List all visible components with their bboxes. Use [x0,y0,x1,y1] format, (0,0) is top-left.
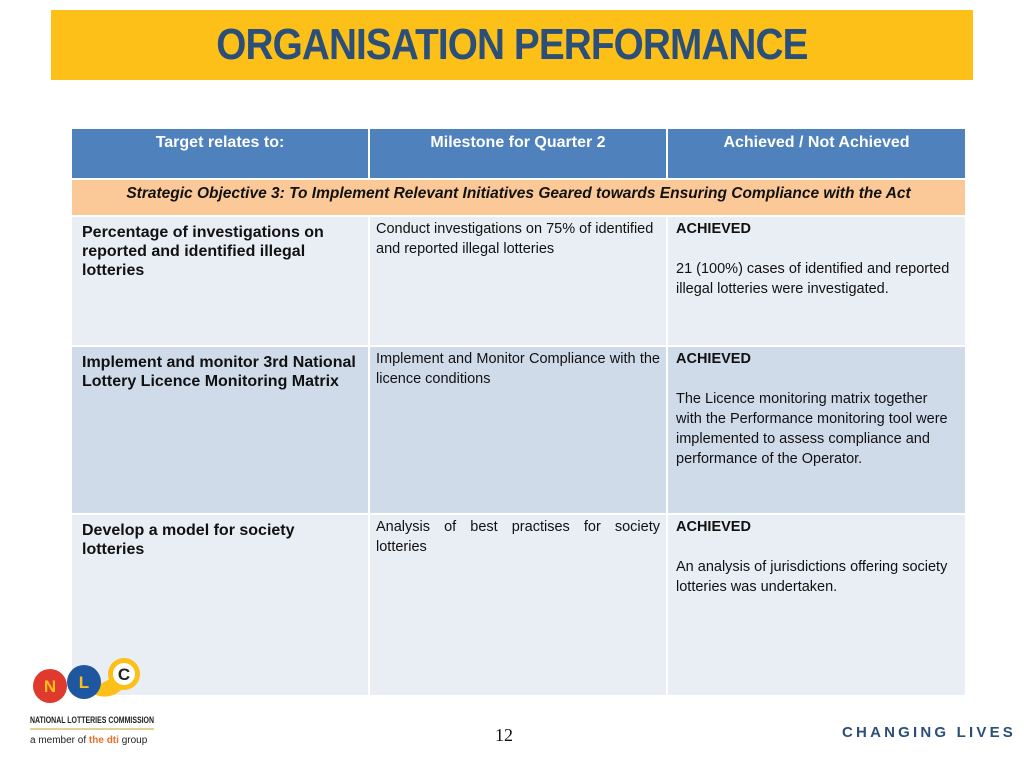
header-milestone: Milestone for Quarter 2 [369,128,667,179]
target-cell: Implement and monitor 3rd National Lottery Licence Monitoring Matrix [71,346,369,514]
status-label: ACHIEVED [676,221,751,237]
milestone-cell: Analysis of best practises for society lotteries [369,514,667,696]
achieved-cell [667,514,966,696]
achievement-detail: 21 (100%) cases of identified and reported illegal lotteries were investigated. [676,261,950,297]
objective-row [71,179,966,216]
milestone-cell: Implement and Monitor Compliance with the licence conditions [369,346,667,514]
performance-table [70,127,967,697]
strategic-objective: Strategic Objective 3: To Implement Relevant Initiatives Geared towards Ensuring Compliance with the Act [71,179,966,216]
milestone-cell: Conduct investigations on 75% of identified and reported illegal lotteries [369,216,667,346]
logo-letter-n: N [43,677,57,696]
logo-letter-c: C [117,665,131,684]
logo-name: NATIONAL LOTTERIES COMMISSION [30,715,154,725]
achieved-cell [667,216,966,346]
slide-title: ORGANISATION PERFORMANCE [216,20,808,69]
target-cell: Percentage of investigations on reported and identified illegal lotteries [71,216,369,346]
table-row [71,216,966,346]
title-banner [51,10,973,80]
logo-member-line [30,735,148,746]
table-header-row [71,128,966,179]
logo-member-prefix: a member of [30,735,87,746]
status-label: ACHIEVED [676,519,751,535]
table-row [71,346,966,514]
table-row [71,514,966,696]
achieved-cell [667,346,966,514]
target-cell: Develop a model for society lotteries [71,514,369,696]
tagline: CHANGING LIVES [842,724,1016,741]
header-target: Target relates to: [71,128,369,179]
achievement-detail: An analysis of jurisdictions offering society lotteries was undertaken. [676,559,948,595]
header-achieved: Achieved / Not Achieved [667,128,966,179]
logo-member-highlight: the dti [88,735,119,746]
page-number: 12 [495,725,513,745]
nlc-logo [28,660,158,750]
logo-member-suffix: group [121,735,148,746]
logo-letter-l: L [78,673,90,692]
status-label: ACHIEVED [676,351,751,367]
achievement-detail: The Licence monitoring matrix together with the Performance monitoring tool were implemented to assess compliance and performance of the Operator. [676,391,948,467]
